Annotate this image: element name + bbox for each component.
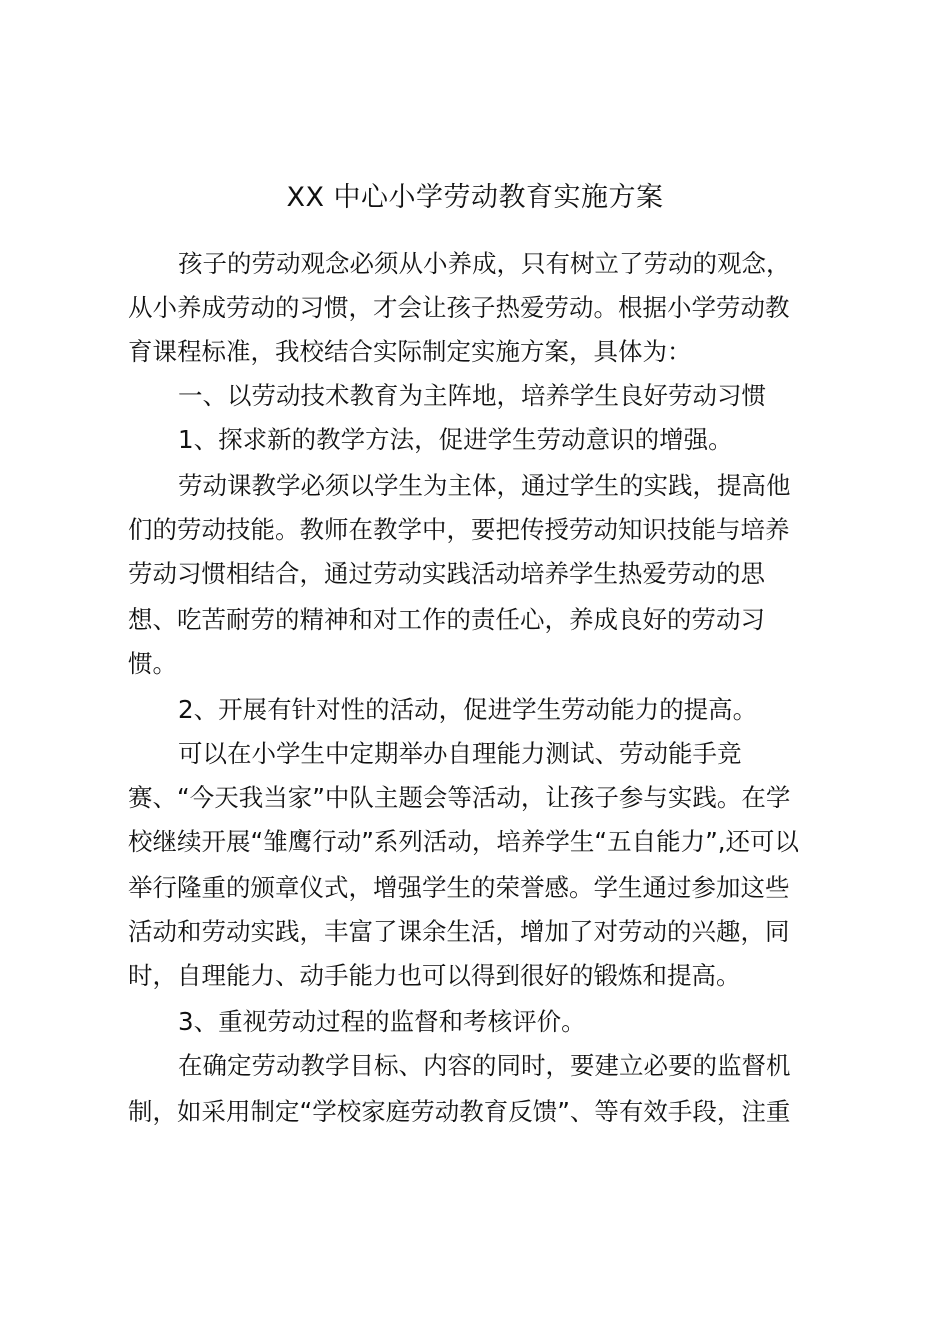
subsection-heading: 3、重视劳动过程的监督和考核评价。	[178, 1007, 586, 1036]
section-heading: 一、以劳动技术教育为主阵地，培养学生良好劳动习惯	[178, 381, 766, 410]
subsection-heading: 1、探求新的教学方法，促进学生劳动意识的增强。	[178, 425, 733, 454]
paragraph-line: 们的劳动技能。教师在教学中，要把传授劳动知识技能与培养	[128, 515, 790, 544]
paragraph-line: 孩子的劳动观念必须从小养成，只有树立了劳动的观念，	[178, 249, 791, 278]
paragraph-line: 活动和劳动实践，丰富了课余生活，增加了对劳动的兴趣，同	[128, 917, 790, 946]
paragraph-line: 制，如采用制定“学校家庭劳动教育反馈”、等有效手段，注重	[128, 1097, 791, 1126]
paragraph-line: 时，自理能力、动手能力也可以得到很好的锻炼和提高。	[128, 961, 741, 990]
paragraph-line: 可以在小学生中定期举办自理能力测试、劳动能手竞	[178, 739, 742, 768]
paragraph-line: 举行隆重的颁章仪式，增强学生的荣誉感。学生通过参加这些	[128, 873, 790, 902]
paragraph-line: 从小养成劳动的习惯，才会让孩子热爱劳动。根据小学劳动教	[128, 293, 790, 322]
paragraph-line: 劳动习惯相结合，通过劳动实践活动培养学生热爱劳动的思	[128, 559, 765, 588]
paragraph-line: 惯。	[128, 649, 177, 678]
paragraph-line: 在确定劳动教学目标、内容的同时，要建立必要的监督机	[178, 1051, 791, 1080]
paragraph-line: 校继续开展“雏鹰行动”系列活动，培养学生“五自能力”,还可以	[128, 827, 800, 856]
paragraph-line: 赛、“今天我当家”中队主题会等活动，让孩子参与实践。在学	[128, 783, 791, 812]
subsection-heading: 2、开展有针对性的活动，促进学生劳动能力的提高。	[178, 695, 758, 724]
paragraph-line: 育课程标准，我校结合实际制定实施方案，具体为：	[128, 337, 692, 366]
document-title: XX 中心小学劳动教育实施方案	[286, 182, 664, 213]
paragraph-line: 劳动课教学必须以学生为主体，通过学生的实践，提高他	[178, 471, 791, 500]
paragraph-line: 想、吃苦耐劳的精神和对工作的责任心，养成良好的劳动习	[128, 605, 765, 634]
